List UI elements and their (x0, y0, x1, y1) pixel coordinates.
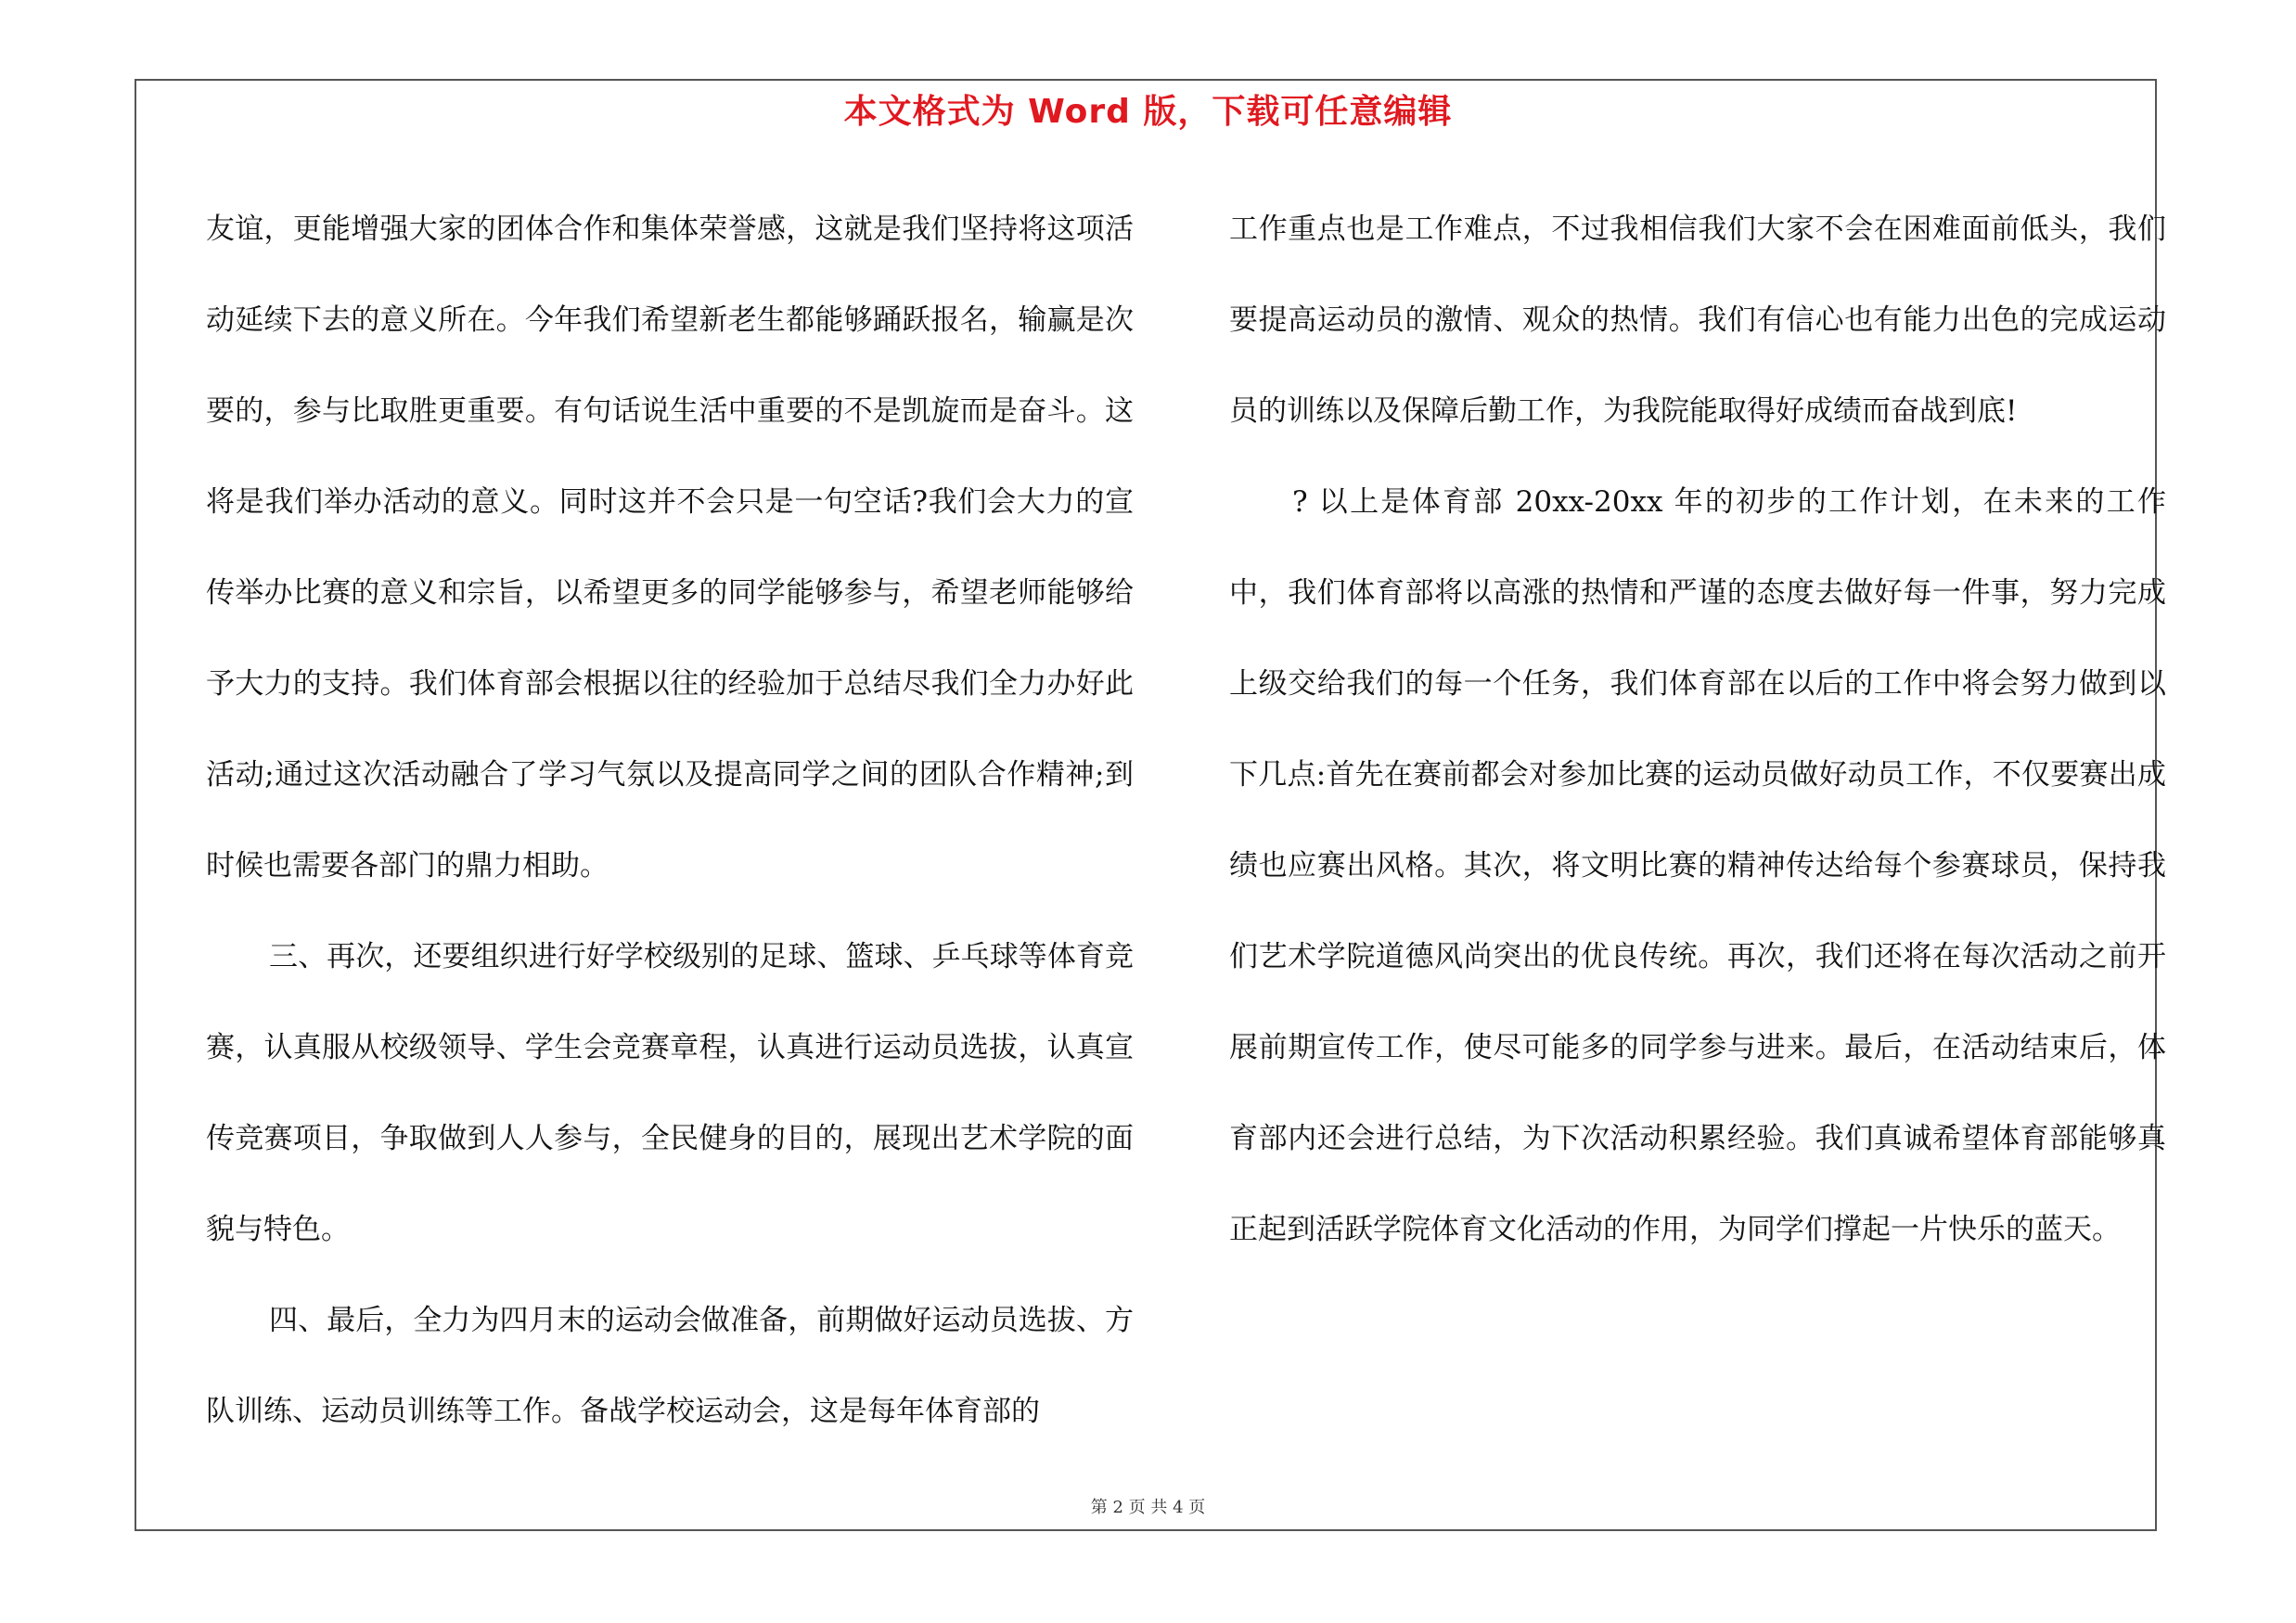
left-column (206, 184, 1134, 1457)
right-paragraph-2: ? 以上是体育部 20xx-20xx 年的初步的工作计划，在未来的工作中，我们体育部将以高涨的热情和严谨的态度去做好每一件事，努力完成上级交给我们的每一个任务，我们体育部在以后的工作中将会努力做到以下几点:首先在赛前都会对参加比赛的运动员做好动员工作，不仅要赛出成绩也应赛出风格。其次，将文明比赛的精神传达给每个参赛球员，保持我们艺术学院道德风尚突出的优良传统。再次，我们还将在每次活动之前开展前期宣传工作，使尽可能多的同学参与进来。最后，在活动结束后，体育部内还会进行总结，为下次活动积累经验。我们真诚希望体育部能够真正起到活跃学院体育文化活动的作用，为同学们撑起一片快乐的蓝天。 (1229, 485, 2166, 1246)
right-paragraph-1: 工作重点也是工作难点，不过我相信我们大家不会在困难面前低头，我们要提高运动员的激情、观众的热情。我们有信心也有能力出色的完成运动员的训练以及保障后勤工作，为我院能取得好成绩而奋战到底! (1229, 213, 2166, 428)
left-paragraph-1: 友谊，更能增强大家的团体合作和集体荣誉感，这就是我们坚持将这项活动延续下去的意义所在。今年我们希望新老生都能够踊跃报名，输赢是次要的，参与比取胜更重要。有句话说生活中重要的不是凯旋而是奋斗。这将是我们举办活动的意义。同时这并不会只是一句空话?我们会大力的宣传举办比赛的意义和宗旨，以希望更多的同学能够参与，希望老师能够给予大力的支持。我们体育部会根据以往的经验加于总结尽我们全力办好此活动;通过这次活动融合了学习气氛以及提高同学之间的团队合作精神;到时候也需要各部门的鼎力相助。 (206, 213, 1134, 882)
format-banner: 本文格式为 Word 版，下载可任意编辑 (843, 93, 1453, 131)
page-number-footer: 第 2 页 共 4 页 (1090, 1498, 1206, 1517)
left-paragraph-2: 三、再次，还要组织进行好学校级别的足球、篮球、乒乓球等体育竞赛，认真服从校级领导、学生会竞赛章程，认真进行运动员选拔，认真宣传竞赛项目，争取做到人人参与，全民健身的目的，展现出艺术学院的面貌与特色。 (206, 940, 1134, 1246)
right-column (1229, 184, 2166, 1275)
left-paragraph-3: 四、最后，全力为四月末的运动会做准备，前期做好运动员选拔、方队训练、运动员训练等工作。备战学校运动会，这是每年体育部的 (206, 1304, 1134, 1428)
